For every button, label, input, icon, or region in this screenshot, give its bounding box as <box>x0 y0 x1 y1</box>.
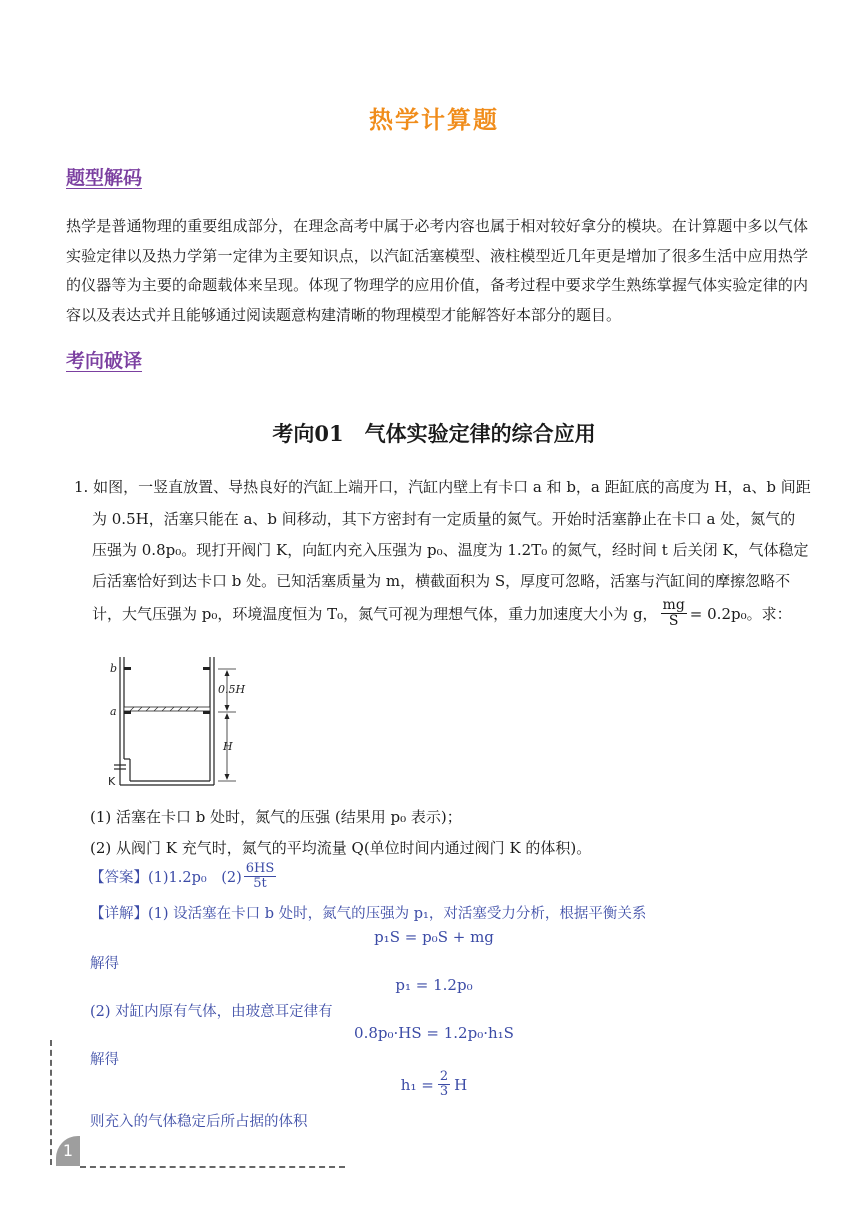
equation-3: 0.8p₀·HS = 1.2p₀·h₁S <box>354 1024 514 1042</box>
detail-line-1: 【详解】(1) 设活塞在卡口 b 处时，氮气的压强为 p₁，对活塞受力分析，根据平衡关系 <box>90 906 647 922</box>
question-line-3: 压强为 0.8p₀。现打开阀门 K，向缸内充入压强为 p₀、温度为 1.2T₀ 的氮气，经时间 t 后关闭 K，气体稳定 <box>92 541 809 559</box>
detail-line-2: (2) 对缸内原有气体，由玻意耳定律有 <box>90 1004 333 1020</box>
direction-heading: 考向破译 <box>66 350 143 372</box>
equation-4-fraction <box>438 1070 450 1100</box>
analysis-heading: 题型解码 <box>66 167 143 189</box>
equation-4-numerator: 2 <box>439 1069 449 1084</box>
equation-4-right: H <box>454 1075 468 1094</box>
stop-b-right <box>203 667 210 670</box>
label-b: b <box>110 662 118 675</box>
label-k: K <box>108 775 116 788</box>
answer-prefix: 【答案】(1)1.2p₀ (2) <box>90 870 242 887</box>
equation-2: p₁ = 1.2p₀ <box>395 976 473 994</box>
question-line-1: 1. 如图，一竖直放置、导热良好的汽缸上端开口，汽缸内壁上有卡口 a 和 b，a 距缸底的高度为 H，a、b 间距 <box>74 478 811 496</box>
sub-question-1: (1) 活塞在卡口 b 处时，氮气的压强 (结果用 p₀ 表示)； <box>90 808 462 826</box>
footer-dash-vertical <box>50 1040 52 1165</box>
label-half-h: 0.5H <box>218 683 246 696</box>
fraction-numerator: mg <box>662 597 685 613</box>
answer-fraction <box>244 862 277 892</box>
fraction-denominator: S <box>668 613 679 630</box>
question-line-5 <box>92 598 792 630</box>
equation-1: p₁S = p₀S + mg <box>374 928 494 946</box>
page-number: 1 <box>56 1136 80 1166</box>
page-title: 热学计算题 <box>369 106 499 134</box>
label-a: a <box>110 705 117 718</box>
answer-fraction-numerator: 6HS <box>245 861 275 876</box>
answer-fraction-denominator: 5t <box>253 876 267 892</box>
mg-over-s-fraction <box>661 598 687 630</box>
equation-4-denominator: 3 <box>439 1084 449 1100</box>
equation-4-left: h₁ = <box>400 1075 434 1094</box>
question-line-2: 为 0.5H，活塞只能在 a、b 间移动，其下方密封有一定质量的氮气。开始时活塞静止在卡口 a 处，氮气的 <box>92 510 796 528</box>
footer-dash-horizontal <box>80 1166 345 1168</box>
stop-b-left <box>124 667 131 670</box>
stop-a-left <box>124 711 131 714</box>
question-line-5-tail: = 0.2p₀。求： <box>689 605 792 624</box>
detail-line-3: 则充入的气体稳定后所占据的体积 <box>90 1114 308 1130</box>
solve-label-1: 解得 <box>90 956 119 972</box>
analysis-paragraph: 热学是普通物理的重要组成部分，在理念高考中属于必考内容也属于相对较好拿分的模块。在计算题中多以气体实验定律以及热力学第一定律为主要知识点，以汽缸活塞模型、液柱模型近几年更是增加了很多生活中应用热学的仪器等为主要的命题载体来呈现。体现了物理学的应用价值，备考过程中要求学生熟练掌握气体实验定律的内容以及表达式并且能够通过阅读题意构建清晰的物理模型才能解答好本部分的题目。 <box>66 217 808 324</box>
question-line-4: 后活塞恰好到达卡口 b 处。已知活塞质量为 m，横截面积为 S，厚度可忽略，活塞与汽缸间的摩擦忽略不 <box>92 572 791 590</box>
answer-line <box>90 862 276 892</box>
sub-question-2: (2) 从阀门 K 充气时，氮气的平均流量 Q(单位时间内通过阀门 K 的体积)。 <box>90 839 592 857</box>
stop-a-right <box>203 711 210 714</box>
section-subtitle: 考向01 气体实验定律的综合应用 <box>272 421 596 446</box>
cylinder-diagram <box>100 655 260 793</box>
solve-label-2: 解得 <box>90 1052 119 1068</box>
equation-4 <box>0 1070 868 1100</box>
label-h: H <box>223 740 233 753</box>
question-line-5-text: 计，大气压强为 p₀，环境温度恒为 T₀，氮气可视为理想气体，重力加速度大小为 g， <box>92 605 658 624</box>
